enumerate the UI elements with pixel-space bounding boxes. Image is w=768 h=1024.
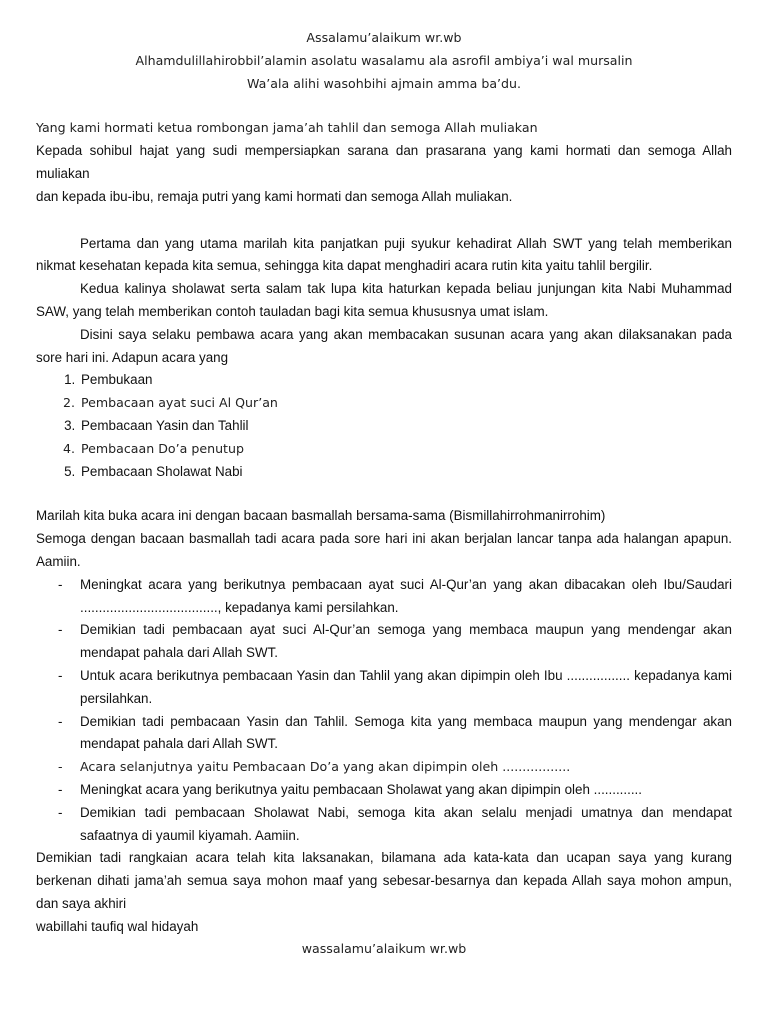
agenda-list [36,369,732,483]
step-item: - Meningkat acara yang berikutnya pembacaan ayat suci Al-Qur’an yang akan dibacakan oleh Ibu/Saudari ....................................., kepadanya kami persilahkan. [36,574,732,620]
step-item: - Demikian tadi pembacaan ayat suci Al-Qur’an semoga yang membaca maupun yang mendengar akan mendapat pahala dari Allah SWT. [36,619,732,665]
agenda-item: 3. Pembacaan Yasin dan Tahlil [79,415,732,438]
salam-closing: wassalamu’alaikum wr.wb [301,941,467,957]
agenda-item: 5. Pembacaan Sholawat Nabi [79,461,732,484]
hamdalah-line: Alhamdulillahirobbil’alamin asolatu wasalamu ala asrofil ambiya’i wal mursalin [135,52,633,68]
spacer [36,95,732,117]
steps-list [36,574,732,848]
step-item: - Meningkat acara yang berikutnya yaitu pembacaan Sholawat yang akan dipimpin oleh ............. [36,779,732,802]
paragraph-penutup: Demikian tadi rangkaian acara telah kita laksanakan, bilamana ada kata-kata dan ucapan saya yang kurang berkenan dihati jama’ah semua saya mohon maaf yang sebesar-besarnya dan kepada Allah saya mohon ampun, dan saya akhiri [36,850,732,911]
step-item: - Untuk acara berikutnya pembacaan Yasin dan Tahlil yang akan dipimpin oleh Ibu ................. kepadanya kami persilahkan. [36,665,732,711]
paragraph-sholawat: Kedua kalinya sholawat serta salam tak lupa kita haturkan kepada beliau junjungan kita Nabi Muhammad SAW, yang telah memberikan contoh tauladan bagi kita semua khususnya umat islam. [36,281,732,319]
spacer [36,209,732,233]
paragraph-susunan-acara: Disini saya selaku pembawa acara yang akan membacakan susunan acara yang akan dilaksanakan pada sore hari ini. Adapun acara yang [36,326,732,365]
paragraph-puji-syukur: Pertama dan yang utama marilah kita panjatkan puji syukur kehadirat Allah SWT yang telah memberikan nikmat kesehatan kepada kita semua, sehingga kita dapat menghadiri acara rutin kita yaitu tahlil bergilir. [36,235,732,274]
agenda-item: 2. Pembacaan ayat suci Al Qur’an [79,392,732,415]
agenda-item: 4. Pembacaan Do’a penutup [79,438,732,461]
agenda-item: 1. Pembukaan [79,369,732,392]
wabillahi-line: wabillahi taufiq wal hidayah [36,918,199,934]
salam-opening: Assalamu’alaikum wr.wb [306,30,462,45]
paragraph-basmallah: Marilah kita buka acara ini dengan bacaan basmallah bersama-sama (Bismillahirrohmanirrohim) [36,508,606,524]
spacer [36,483,732,505]
greeting-ketua: Yang kami hormati ketua rombongan jama’ah tahlil dan semoga Allah muliakan [36,120,538,136]
greeting-sohibul-hajat: Kepada sohibul hajat yang sudi mempersiapkan sarana dan prasarana yang kami hormati dan semoga Allah muliakan [36,143,732,181]
step-item: - Demikian tadi pembacaan Yasin dan Tahlil. Semoga kita yang membaca maupun yang mendengar akan mendapat pahala dari Allah SWT. [36,711,732,757]
paragraph-doa-lancar: Semoga dengan bacaan basmallah tadi acara pada sore hari ini akan berjalan lancar tanpa ada halangan apapun. Aamiin. [36,531,732,569]
step-item: - Demikian tadi pembacaan Sholawat Nabi, semoga kita akan selalu menjadi umatnya dan mendapat safaatnya di yaumil kiyamah. Aamiin. [36,802,732,848]
greeting-ibu-ibu: dan kepada ibu-ibu, remaja putri yang kami hormati dan semoga Allah muliakan. [36,188,513,204]
step-item: - Acara selanjutnya yaitu Pembacaan Do’a yang akan dipimpin oleh ................. [36,756,732,779]
sholawat-line: Wa’ala alihi wasohbihi ajmain amma ba’du. [246,75,522,91]
